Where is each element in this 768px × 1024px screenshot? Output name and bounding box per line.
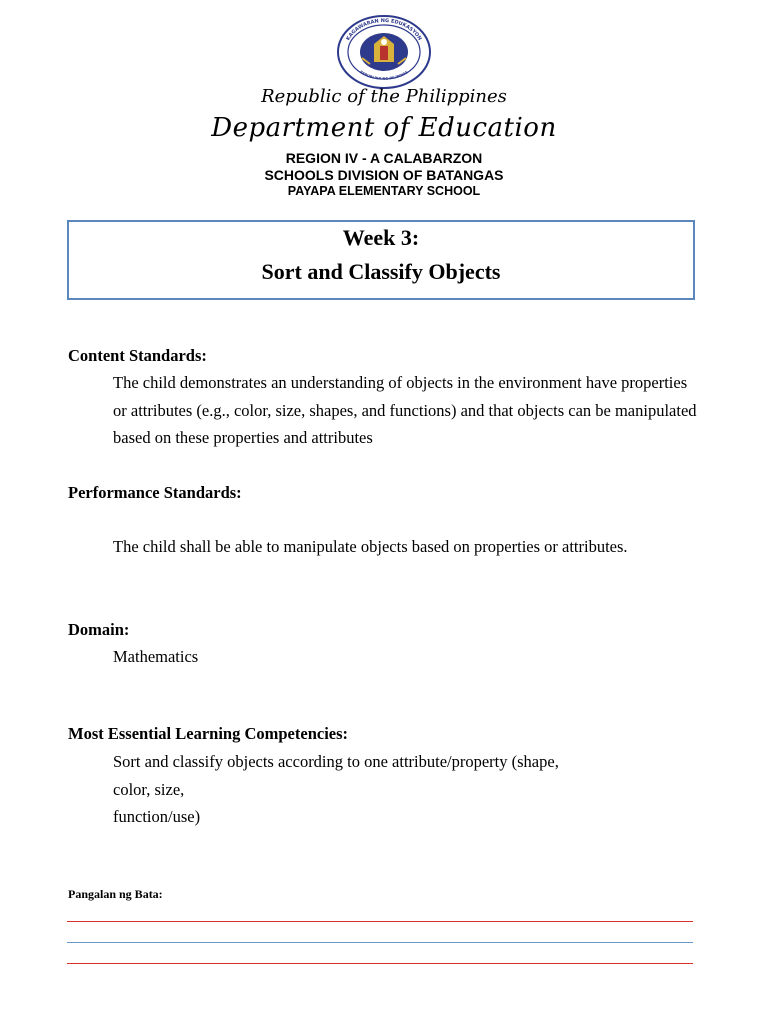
topic-title: Sort and Classify Objects bbox=[261, 259, 501, 284]
competencies-heading: Most Essential Learning Competencies: bbox=[68, 724, 349, 743]
name-writing-line-top[interactable] bbox=[67, 921, 693, 922]
deped-seal-logo bbox=[336, 14, 432, 90]
division-heading: SCHOOLS DIVISION OF BATANGAS bbox=[264, 167, 504, 183]
performance-standards-text: The child shall be able to manipulate objects based on properties or attributes. bbox=[113, 537, 628, 556]
region-heading: REGION IV - A CALABARZON bbox=[285, 150, 483, 166]
competencies-text bbox=[113, 748, 713, 831]
competencies-line-3: function/use) bbox=[113, 807, 201, 826]
domain-heading: Domain: bbox=[68, 620, 130, 639]
content-standards-text: The child demonstrates an understanding of objects in the environment have properties or attributes (e.g., color, size, shapes, and functions) and that objects can be manipulated based on these properties and attributes bbox=[113, 373, 697, 447]
republic-heading: Republic of the Philippines bbox=[261, 86, 507, 107]
week-title: Week 3: bbox=[342, 225, 420, 250]
seal-text-bottom: REPUBLIKA NG PILIPINAS bbox=[359, 70, 409, 81]
competencies-line-2: color, size, bbox=[113, 779, 185, 799]
domain-text: Mathematics bbox=[113, 647, 199, 666]
name-writing-line-middle[interactable] bbox=[67, 942, 693, 943]
child-name-label: Pangalan ng Bata: bbox=[68, 887, 163, 901]
competencies-line-1: Sort and classify objects according to one attribute/property (shape, bbox=[113, 752, 559, 771]
title-box bbox=[67, 220, 695, 300]
name-writing-line-bottom[interactable] bbox=[67, 963, 693, 964]
seal-text-top: KAGAWARAN NG EDUKASYON bbox=[345, 17, 423, 42]
school-heading: PAYAPA ELEMENTARY SCHOOL bbox=[287, 184, 481, 198]
content-standards-heading: Content Standards: bbox=[68, 346, 207, 365]
department-heading: Department of Education bbox=[211, 113, 557, 143]
performance-standards-heading: Performance Standards: bbox=[68, 483, 242, 502]
